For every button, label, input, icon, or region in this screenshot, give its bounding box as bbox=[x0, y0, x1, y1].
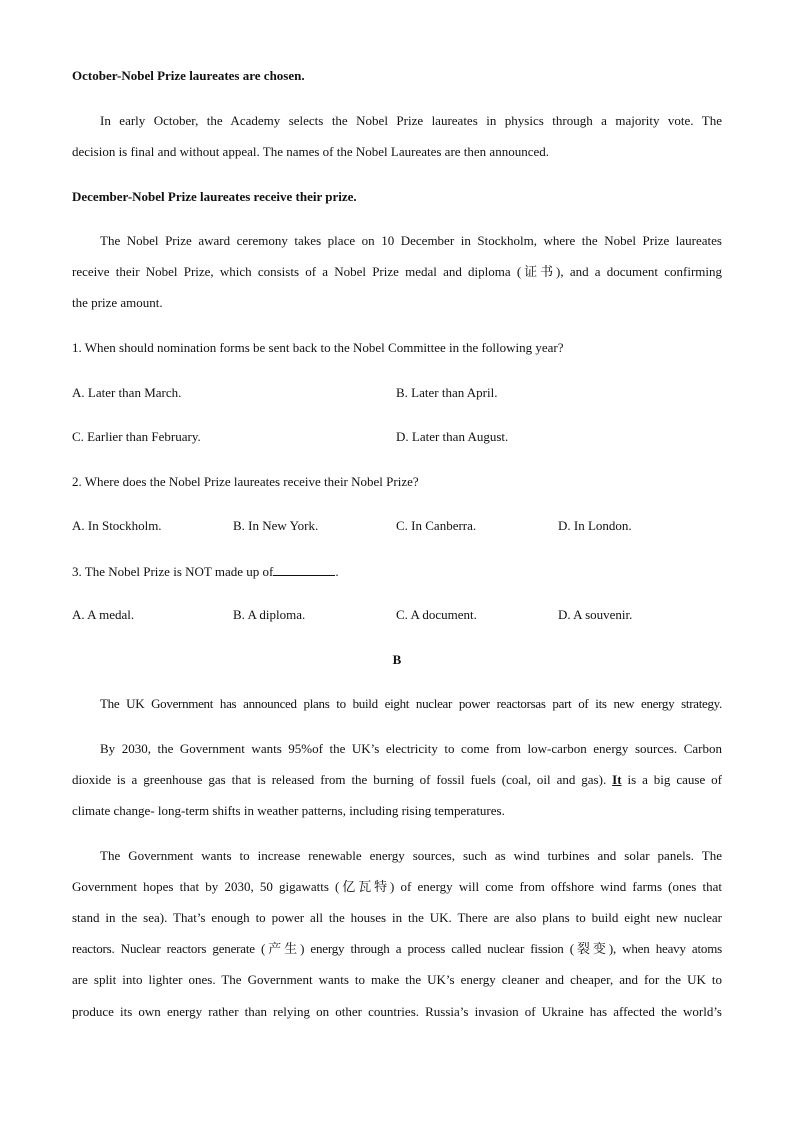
question-1-option-c: C. Earlier than February. bbox=[72, 429, 201, 444]
para-2-line-2-end: is a big cause of bbox=[621, 772, 722, 787]
section-b-para-3-line-3: stand in the sea). That’s enough to power all the houses in the UK. There are also plans to build eight new nuclear bbox=[72, 910, 722, 925]
question-3-stem-end: . bbox=[335, 564, 339, 579]
question-3-option-a: A. A medal. bbox=[72, 607, 135, 622]
question-1-option-a: A. Later than March. bbox=[72, 385, 182, 400]
section-b-para-3-line-4: reactors. Nuclear reactors generate (产生) energy through a process called nuclear fission (裂变), when heavy atoms bbox=[72, 941, 722, 956]
section-b-para-2-line-2 bbox=[72, 772, 722, 788]
question-2-option-b: B. In New York. bbox=[233, 518, 319, 533]
question-1-option-b: B. Later than April. bbox=[396, 385, 498, 400]
underlined-word-it: It bbox=[612, 772, 622, 787]
heading-december: December-Nobel Prize laureates receive their prize. bbox=[72, 189, 357, 204]
section-b-para-3-line-5: are split into lighter ones. The Government wants to make the UK’s energy cleaner and cheaper, and for the UK to bbox=[72, 972, 722, 987]
para-december-line-2: receive their Nobel Prize, which consists of a Nobel Prize medal and diploma (证书), and a document confirming bbox=[72, 264, 722, 279]
para-december-line-1: The Nobel Prize award ceremony takes place on 10 December in Stockholm, where the Nobel Prize laureates bbox=[100, 233, 722, 248]
section-b-para-3-line-1: The Government wants to increase renewable energy sources, such as wind turbines and solar panels. The bbox=[100, 848, 722, 863]
question-2-stem: 2. Where does the Nobel Prize laureates receive their Nobel Prize? bbox=[72, 474, 419, 489]
question-2-option-a: A. In Stockholm. bbox=[72, 518, 162, 533]
para-december-line-3: the prize amount. bbox=[72, 295, 163, 310]
question-3-option-b: B. A diploma. bbox=[233, 607, 306, 622]
section-b-para-1: The UK Government has announced plans to build eight nuclear power reactorsas part of its new energy strategy. bbox=[100, 696, 722, 711]
para-october-line-1: In early October, the Academy selects the Nobel Prize laureates in physics through a majority vote. The bbox=[100, 113, 722, 128]
para-october-line-2: decision is final and without appeal. The names of the Nobel Laureates are then announced. bbox=[72, 144, 549, 159]
question-2-option-c: C. In Canberra. bbox=[396, 518, 477, 533]
question-3-option-c: C. A document. bbox=[396, 607, 477, 622]
question-3-option-d: D. A souvenir. bbox=[558, 607, 633, 622]
section-b-para-2-line-3: climate change- long-term shifts in weather patterns, including rising temperatures. bbox=[72, 803, 505, 818]
question-3-stem-text: 3. The Nobel Prize is NOT made up of bbox=[72, 564, 274, 579]
question-3-stem bbox=[72, 563, 339, 580]
question-2-option-d: D. In London. bbox=[558, 518, 632, 533]
answer-blank bbox=[273, 563, 335, 576]
question-1-option-d: D. Later than August. bbox=[396, 429, 509, 444]
section-b-para-3-line-6: produce its own energy rather than relying on other countries. Russia’s invasion of Ukraine has affected the world’s bbox=[72, 1004, 722, 1019]
para-2-line-2-start: dioxide is a greenhouse gas that is released from the burning of fossil fuels (coal, oil and gas). bbox=[72, 772, 613, 787]
section-b-para-3-line-2: Government hopes that by 2030, 50 gigawatts (亿瓦特) of energy will come from offshore wind farms (ones that bbox=[72, 879, 722, 894]
question-1-stem: 1. When should nomination forms be sent back to the Nobel Committee in the following year? bbox=[72, 340, 564, 355]
heading-october: October-Nobel Prize laureates are chosen. bbox=[72, 68, 305, 83]
section-b-para-2-line-1: By 2030, the Government wants 95%of the UK’s electricity to come from low-carbon energy sources. Carbon bbox=[100, 741, 722, 756]
section-b-label: B bbox=[392, 652, 402, 667]
